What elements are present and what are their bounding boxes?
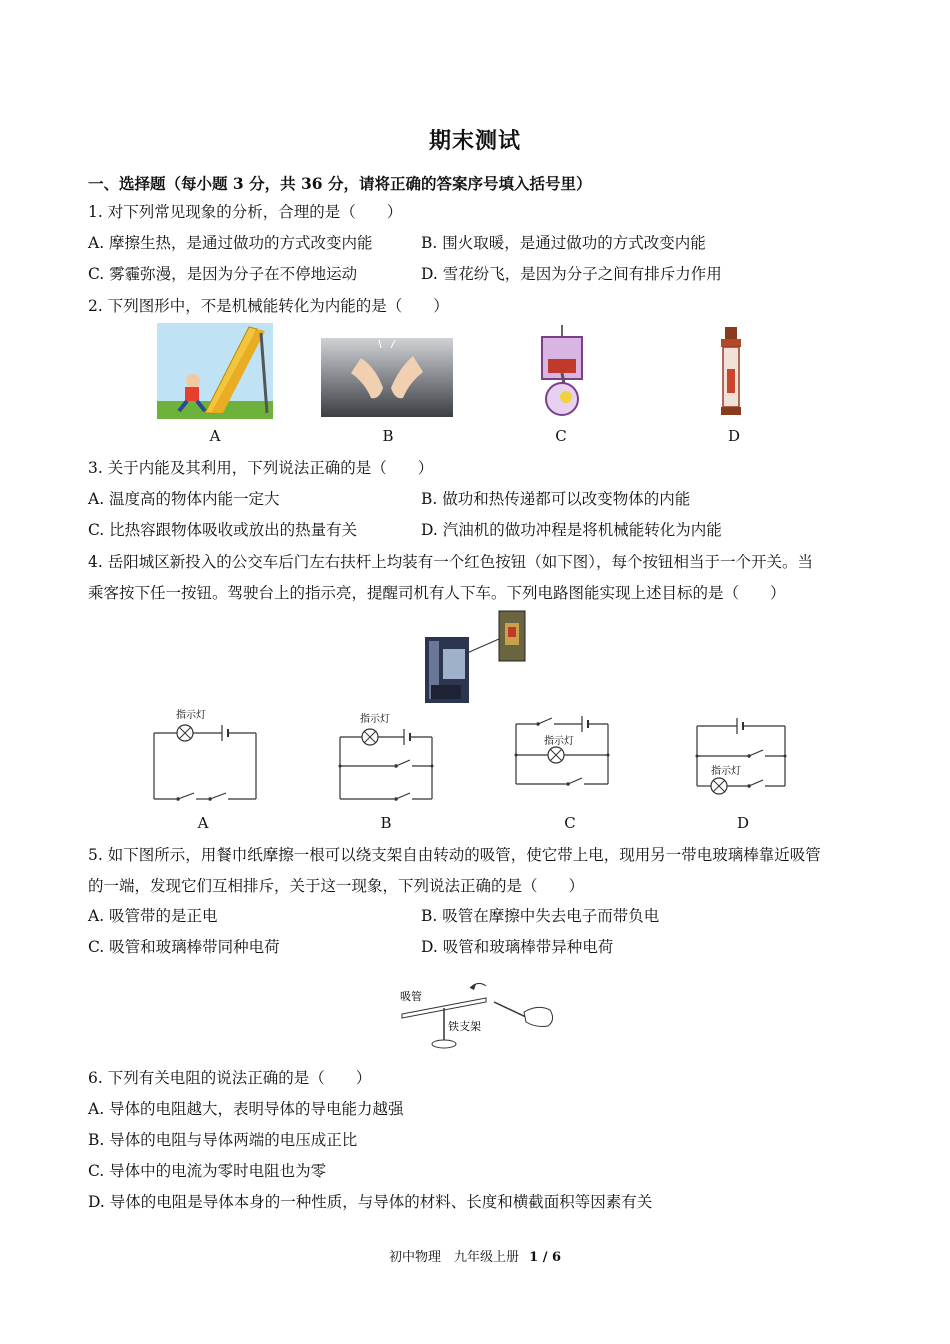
lamp-label: 指示灯 [711, 766, 741, 777]
q4-label-d: D [736, 814, 750, 832]
q4-stem-line2: 乘客按下任一按钮。驾驶台上的指示亮，提醒司机有人下车。下列电路图能实现上述目标的是（ ） [88, 584, 786, 602]
q2-stem: 2. 下列图形中，不是机械能转化为内能的是（ ） [88, 297, 449, 315]
straw-stand-diagram [398, 974, 558, 1052]
circuit-c [512, 712, 612, 788]
q6-option-d[interactable]: D. 导体的电阻是导体本身的一种性质，与导体的材料、长度和横截面积等因素有关 [88, 1193, 653, 1211]
q5-option-a[interactable]: A. 吸管带的是正电 [88, 907, 218, 925]
q5-stem-line2: 的一端，发现它们互相排斥，关于这一现象，下列说法正确的是（ ） [88, 877, 585, 895]
q3-stem: 3. 关于内能及其利用，下列说法正确的是（ ） [88, 459, 434, 477]
bus-button-photo [423, 609, 527, 705]
q2-label-a: A [209, 427, 221, 445]
q1-stem: 1. 对下列常见现象的分析，合理的是（ ） [88, 203, 403, 221]
q5-option-d[interactable]: D. 吸管和玻璃棒带异种电荷 [421, 938, 614, 956]
q2-label-c: C [555, 427, 567, 445]
q4-label-c: C [564, 814, 576, 832]
lamp-label: 指示灯 [360, 714, 390, 725]
lamp-label: 指示灯 [176, 710, 206, 721]
q3-option-a[interactable]: A. 温度高的物体内能一定大 [88, 490, 280, 508]
page-title: 期末测试 [428, 128, 521, 154]
section-heading: 一、选择题（每小题 3 分，共 36 分，请将正确的答案序号填入括号里） [88, 174, 592, 193]
fire-syringe-image [707, 327, 755, 417]
page-number: 1 / 6 [529, 1250, 562, 1265]
slide-image [157, 323, 273, 419]
circuit-b [334, 705, 438, 803]
circuit-d [693, 712, 789, 802]
q5-stem-line1: 5. 如下图所示，用餐巾纸摩擦一根可以绕支架自由转动的吸管，使它带上电，现用另一带电玻璃棒靠近吸管 [88, 846, 821, 864]
q2-label-d: D [727, 427, 741, 445]
q4-label-b: B [380, 814, 392, 832]
q3-option-b[interactable]: B. 做功和热传递都可以改变物体的内能 [421, 490, 691, 508]
page-footer [0, 1246, 950, 1265]
q4-stem-line1: 4. 岳阳城区新投入的公交车后门左右扶杆上均装有一个红色按钮（如下图），每个按钮相当于一个开关。当 [88, 553, 813, 571]
rubbing-hands-image [321, 338, 453, 417]
q2-label-b: B [382, 427, 394, 445]
q6-stem: 6. 下列有关电阻的说法正确的是（ ） [88, 1069, 372, 1087]
q6-option-a[interactable]: A. 导体的电阻越大，表明导体的导电能力越强 [88, 1100, 404, 1118]
q1-option-d[interactable]: D. 雪花纷飞，是因为分子之间有排斥力作用 [421, 265, 722, 283]
circuit-a [148, 705, 260, 803]
stand-label: 铁支架 [448, 1020, 481, 1033]
q1-option-c[interactable]: C. 雾霾弥漫，是因为分子在不停地运动 [88, 265, 358, 283]
engine-cylinder-image [536, 325, 588, 417]
q1-option-a[interactable]: A. 摩擦生热，是通过做功的方式改变内能 [88, 234, 373, 252]
q1-option-b[interactable]: B. 围火取暖，是通过做功的方式改变内能 [421, 234, 706, 252]
straw-label: 吸管 [400, 990, 422, 1003]
q4-label-a: A [197, 814, 209, 832]
q5-option-b[interactable]: B. 吸管在摩擦中失去电子而带负电 [421, 907, 660, 925]
q6-option-c[interactable]: C. 导体中的电流为零时电阻也为零 [88, 1162, 327, 1180]
footer-course: 初中物理 九年级上册 [388, 1250, 519, 1265]
lamp-label: 指示灯 [544, 736, 574, 747]
q5-option-c[interactable]: C. 吸管和玻璃棒带同种电荷 [88, 938, 280, 956]
q3-option-c[interactable]: C. 比热容跟物体吸收或放出的热量有关 [88, 521, 358, 539]
q6-option-b[interactable]: B. 导体的电阻与导体两端的电压成正比 [88, 1131, 358, 1149]
q3-option-d[interactable]: D. 汽油机的做功冲程是将机械能转化为内能 [421, 521, 722, 539]
